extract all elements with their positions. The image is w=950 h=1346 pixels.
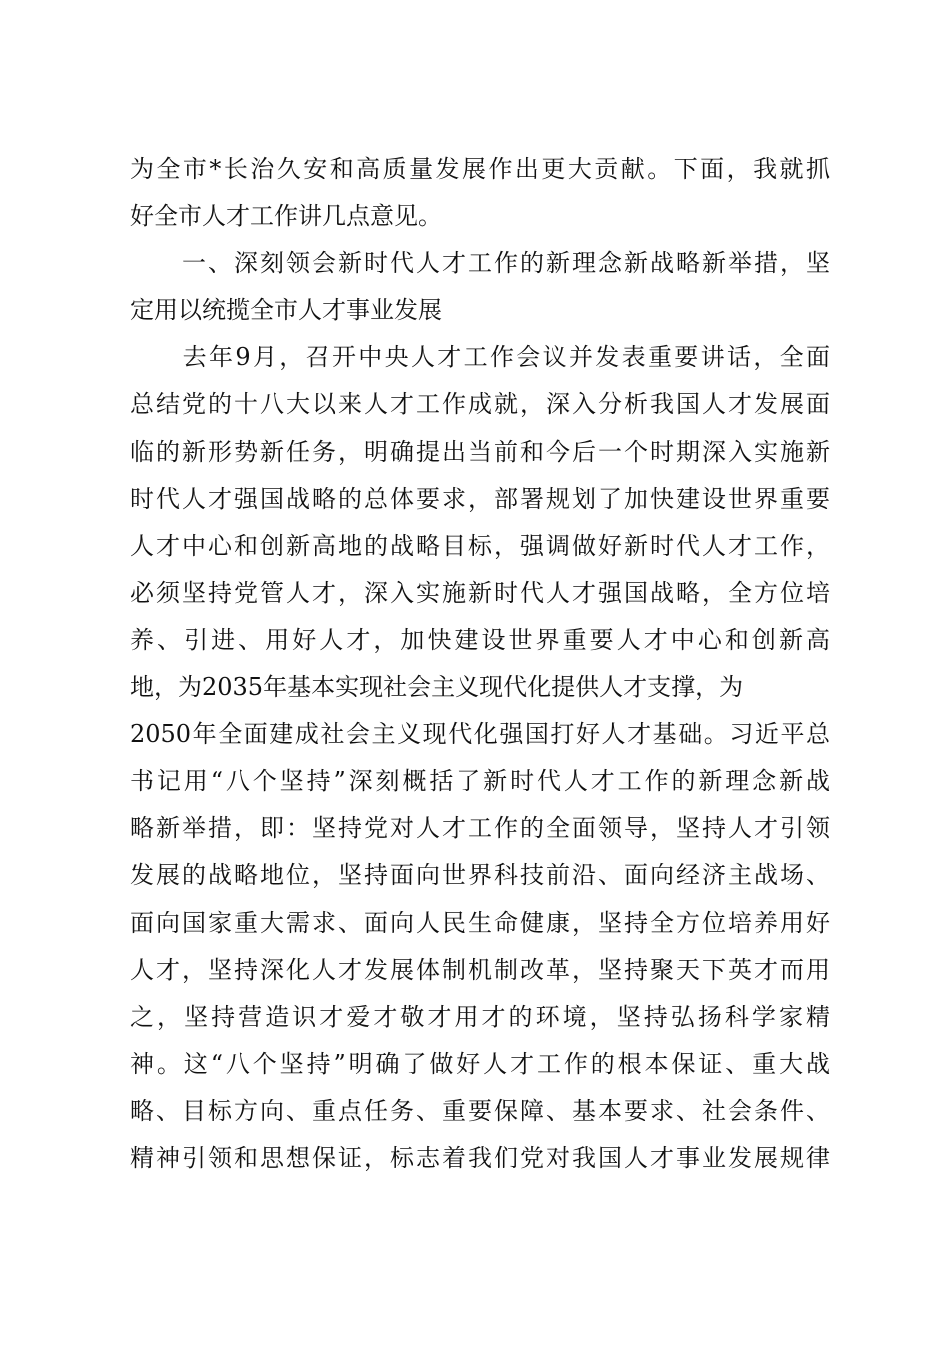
text-line: 时代人才强国战略的总体要求，部署规划了加快建设世界重要: [130, 484, 830, 513]
text-line: 精神引领和思想保证，标志着我们党对我国人才事业发展规律: [130, 1143, 830, 1172]
text-line: 临的新形势新任务，明确提出当前和今后一个时期深入实施新: [130, 437, 830, 466]
text-line: 之，坚持营造识才爱才敬才用才的环境，坚持弘扬科学家精: [130, 1002, 830, 1031]
text-line: 为全市*长治久安和高质量发展作出更大贡献。下面，我就抓: [130, 155, 830, 183]
text-line: 书记用“八个坚持”深刻概括了新时代人才工作的新理念新战: [130, 767, 830, 796]
text-line: 好全市人才工作讲几点意见。: [130, 202, 442, 231]
text-line: 地，为2035年基本实现社会主义现代化提供人才支撑，为: [130, 673, 744, 702]
text-line: 略新举措，即：坚持党对人才工作的全面领导，坚持人才引领: [130, 814, 830, 843]
text-line: 人才中心和创新高地的战略目标，强调做好新时代人才工作，: [130, 531, 830, 560]
section-heading-line: 一、深刻领会新时代人才工作的新理念新战略新举措，坚: [130, 249, 830, 278]
document-body: [130, 146, 830, 1182]
text-line: 去年9月，召开中央人才工作会议并发表重要讲话，全面: [130, 343, 830, 372]
text-line: 养、引进、用好人才，加快建设世界重要人才中心和创新高: [130, 625, 830, 654]
text-line: 人才，坚持深化人才发展体制机制改革，坚持聚天下英才而用: [130, 955, 830, 984]
text-line: 2050年全面建成社会主义现代化强国打好人才基础。习近平总: [130, 720, 830, 749]
text-line: 必须坚持党管人才，深入实施新时代人才强国战略，全方位培: [130, 578, 830, 607]
text-line: 面向国家重大需求、面向人民生命健康，坚持全方位培养用好: [130, 908, 830, 937]
text-line: 略、目标方向、重点任务、重要保障、基本要求、社会条件、: [130, 1096, 830, 1125]
text-line: 发展的战略地位，坚持面向世界科技前沿、面向经济主战场、: [130, 861, 830, 890]
text-line: 总结党的十八大以来人才工作成就，深入分析我国人才发展面: [130, 390, 830, 419]
section-heading-line: 定用以统揽全市人才事业发展: [130, 296, 442, 325]
text-line: 神。这“八个坚持”明确了做好人才工作的根本保证、重大战: [130, 1049, 830, 1078]
